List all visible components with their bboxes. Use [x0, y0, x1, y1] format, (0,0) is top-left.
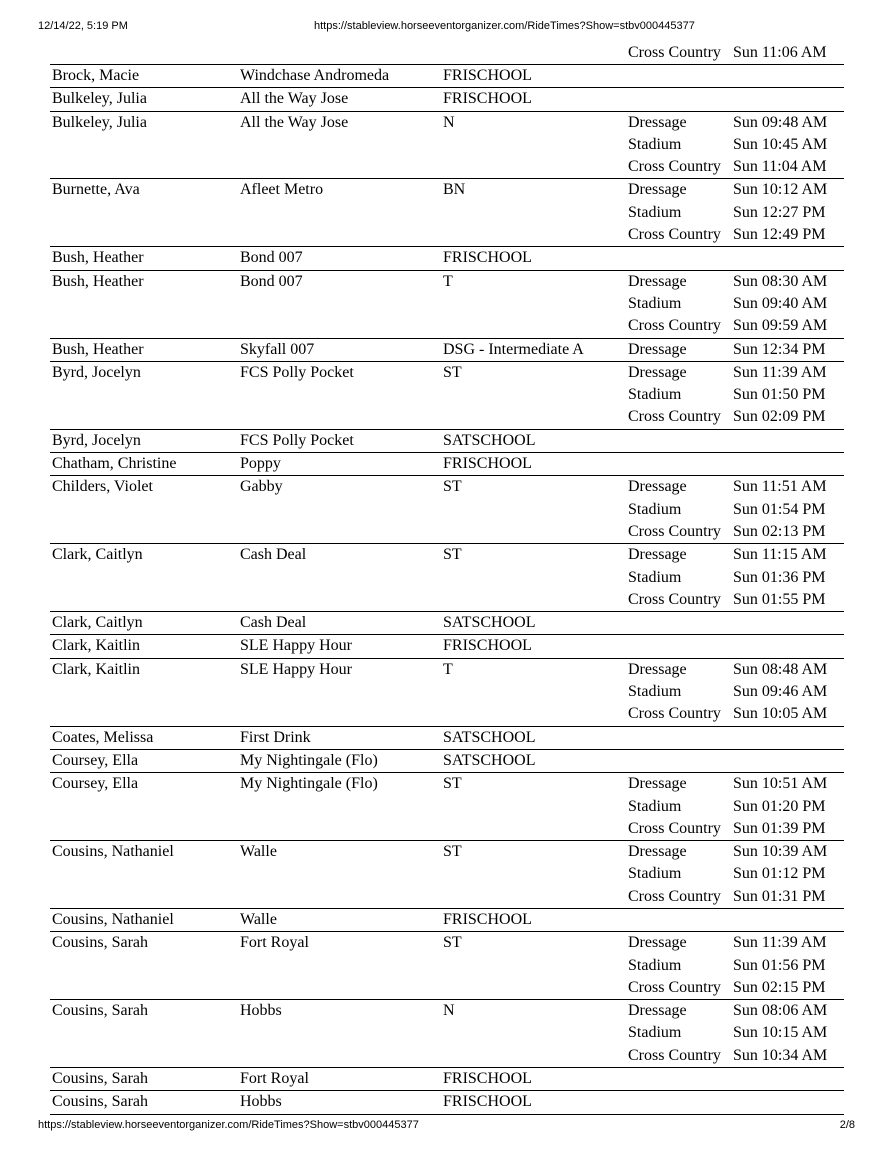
ride-times	[628, 453, 844, 475]
time-entry	[628, 773, 844, 795]
division: FRISCHOOL	[443, 455, 532, 473]
time-entry	[628, 521, 844, 543]
division: ST	[443, 363, 462, 381]
print-header	[0, 20, 893, 40]
ride-times	[628, 430, 844, 452]
event-name: Stadium	[628, 956, 682, 974]
horse-name: My Nightingale (Flo)	[240, 751, 378, 769]
event-name: Stadium	[628, 203, 682, 221]
event-name: Stadium	[628, 568, 682, 586]
time-entry	[628, 863, 844, 885]
time-entry	[628, 134, 844, 156]
ride-times	[628, 1068, 844, 1090]
event-name: Cross Country	[628, 887, 721, 905]
horse-name: Bond 007	[240, 249, 303, 267]
time-entry	[628, 1000, 844, 1022]
division: T	[443, 272, 453, 290]
continued-time-row	[50, 42, 844, 65]
time-entry	[628, 544, 844, 566]
ride-times	[628, 727, 844, 749]
event-time: Sun 10:34 AM	[733, 1046, 828, 1064]
event-name: Stadium	[628, 135, 682, 153]
table-row	[50, 271, 844, 339]
event-time: Sun 09:59 AM	[733, 317, 828, 335]
event-name: Cross Country	[628, 819, 721, 837]
time-entry	[628, 589, 844, 611]
ride-times	[628, 750, 844, 772]
event-time: Sun 02:09 PM	[733, 408, 826, 426]
time-entry	[628, 406, 844, 428]
event-time: Sun 01:20 PM	[733, 797, 826, 815]
event-time: Sun 11:39 AM	[733, 363, 827, 381]
event-time: Sun 10:39 AM	[733, 843, 828, 861]
ride-times	[628, 612, 844, 634]
event-time: Sun 01:54 PM	[733, 500, 826, 518]
time-entry	[628, 955, 844, 977]
ride-times	[628, 659, 844, 726]
event-name: Dressage	[628, 113, 687, 131]
event-name: Dressage	[628, 1002, 687, 1020]
event-name: Dressage	[628, 181, 687, 199]
event-name: Dressage	[628, 546, 687, 564]
time-entry	[628, 271, 844, 293]
event-time: Sun 10:45 AM	[733, 135, 828, 153]
rider-name: Bush, Heather	[52, 272, 144, 290]
rider-name: Cousins, Sarah	[52, 1093, 148, 1111]
time-entry	[628, 179, 844, 201]
ride-times	[628, 1091, 844, 1113]
table-row	[50, 362, 844, 430]
event-name: Dressage	[628, 934, 687, 952]
ride-times	[628, 271, 844, 338]
division: ST	[443, 843, 462, 861]
horse-name: Fort Royal	[240, 1070, 309, 1088]
table-row	[50, 841, 844, 909]
time-entry	[628, 476, 844, 498]
table-row	[50, 1000, 844, 1068]
event-time: Sun 08:30 AM	[733, 272, 828, 290]
horse-name: FCS Polly Pocket	[240, 363, 354, 381]
print-footer	[0, 1119, 893, 1139]
event-name: Cross Country	[628, 408, 721, 426]
rider-name: Byrd, Jocelyn	[52, 363, 141, 381]
table-rows	[50, 65, 844, 1115]
event-time: Sun 11:04 AM	[733, 158, 827, 176]
rider-name: Chatham, Christine	[52, 455, 177, 473]
ride-times	[628, 88, 844, 110]
event-time: Sun 12:34 PM	[733, 340, 826, 358]
event-name: Cross Country	[628, 317, 721, 335]
rider-name: Clark, Caitlyn	[52, 546, 143, 564]
time-entry	[628, 886, 844, 908]
horse-name: SLE Happy Hour	[240, 637, 352, 655]
event-time: Sun 09:48 AM	[733, 113, 828, 131]
table-row	[50, 1068, 844, 1091]
division: SATSCHOOL	[443, 431, 536, 449]
event-time: Sun 01:56 PM	[733, 956, 826, 974]
division: FRISCHOOL	[443, 910, 532, 928]
rider-name: Cousins, Sarah	[52, 934, 148, 952]
division: N	[443, 1002, 455, 1020]
rider-name: Clark, Caitlyn	[52, 614, 143, 632]
time-entry	[628, 293, 844, 315]
time-entry	[628, 977, 844, 999]
time-entry	[628, 1045, 844, 1067]
table-row	[50, 247, 844, 270]
table-row	[50, 88, 844, 111]
ride-times	[628, 179, 844, 246]
horse-name: First Drink	[240, 728, 311, 746]
table-row	[50, 544, 844, 612]
horse-name: Hobbs	[240, 1002, 282, 1020]
horse-name: Skyfall 007	[240, 340, 315, 358]
event-name: Dressage	[628, 660, 687, 678]
horse-name: Walle	[240, 843, 277, 861]
table-row	[50, 339, 844, 362]
event-time: Sun 01:31 PM	[733, 887, 826, 905]
rider-name: Childers, Violet	[52, 478, 153, 496]
table-row	[50, 112, 844, 180]
rider-name: Coates, Melissa	[52, 728, 154, 746]
rider-name: Clark, Kaitlin	[52, 637, 140, 655]
ride-times	[628, 544, 844, 611]
time-entry	[628, 224, 844, 246]
time-entry	[628, 499, 844, 521]
ride-times	[628, 1000, 844, 1067]
division: SATSCHOOL	[443, 728, 536, 746]
time-entry	[628, 703, 844, 725]
horse-name: Gabby	[240, 478, 283, 496]
horse-name: Cash Deal	[240, 614, 307, 632]
rider-name: Bulkeley, Julia	[52, 90, 147, 108]
table-row	[50, 750, 844, 773]
event-time: Sun 10:05 AM	[733, 705, 828, 723]
event-name: Dressage	[628, 272, 687, 290]
event-time: Sun 10:15 AM	[733, 1024, 828, 1042]
time-entry	[628, 339, 844, 361]
horse-name: SLE Happy Hour	[240, 660, 352, 678]
division: ST	[443, 934, 462, 952]
event-time: Sun 02:15 PM	[733, 978, 826, 996]
division: SATSCHOOL	[443, 614, 536, 632]
event-name: Dressage	[628, 363, 687, 381]
rider-name: Cousins, Nathaniel	[52, 910, 174, 928]
ride-times	[628, 339, 844, 361]
table-row	[50, 773, 844, 841]
event-time: Sun 12:27 PM	[733, 203, 826, 221]
time-entry	[628, 112, 844, 134]
event-time: Sun 09:40 AM	[733, 294, 828, 312]
ride-times	[628, 841, 844, 908]
event-name: Cross Country	[628, 158, 721, 176]
event-time: Sun 01:50 PM	[733, 386, 826, 404]
event-time: Sun 11:39 AM	[733, 934, 827, 952]
table-row	[50, 476, 844, 544]
time-entry	[628, 1022, 844, 1044]
division: N	[443, 113, 455, 131]
event-name: Stadium	[628, 797, 682, 815]
time-entry	[628, 796, 844, 818]
division: BN	[443, 181, 466, 199]
time-entry	[628, 659, 844, 681]
rider-name: Coursey, Ella	[52, 775, 139, 793]
horse-name: Walle	[240, 910, 277, 928]
event-time: Sun 12:49 PM	[733, 226, 826, 244]
event-name: Stadium	[628, 683, 682, 701]
horse-name: Bond 007	[240, 272, 303, 290]
event-name: Stadium	[628, 865, 682, 883]
table-row	[50, 1091, 844, 1114]
table-row	[50, 179, 844, 247]
event-time: Sun 09:46 AM	[733, 683, 828, 701]
event-time: Sun 02:13 PM	[733, 522, 826, 540]
division: FRISCHOOL	[443, 637, 532, 655]
event-time: Sun 08:48 AM	[733, 660, 828, 678]
horse-name: Cash Deal	[240, 546, 307, 564]
rider-name: Coursey, Ella	[52, 751, 139, 769]
division: FRISCHOOL	[443, 67, 532, 84]
ride-times	[628, 773, 844, 840]
horse-name: Windchase Andromeda	[240, 67, 390, 84]
table-row	[50, 65, 844, 88]
time-entry	[628, 932, 844, 954]
table-row	[50, 635, 844, 658]
table-row	[50, 659, 844, 727]
time-entry	[628, 202, 844, 224]
rider-name: Cousins, Nathaniel	[52, 843, 174, 861]
horse-name: All the Way Jose	[240, 90, 349, 108]
horse-name: Hobbs	[240, 1093, 282, 1111]
print-header-url[interactable]: https://stableview.horseeventorganizer.com/RideTimes?Show=stbv000445377	[314, 20, 695, 32]
event-name: Cross Country	[628, 978, 721, 996]
time-entry	[628, 841, 844, 863]
table-row	[50, 430, 844, 453]
horse-name: FCS Polly Pocket	[240, 431, 354, 449]
time-entry	[628, 818, 844, 840]
event-time: Sun 01:55 PM	[733, 590, 826, 608]
event-time: Sun 10:12 AM	[733, 181, 828, 199]
ride-times	[628, 65, 844, 87]
event-name: Cross Country	[628, 590, 721, 608]
ride-times	[628, 362, 844, 429]
ride-times-table	[50, 42, 844, 1115]
time-entry	[628, 315, 844, 337]
ride-times	[628, 932, 844, 999]
time-entry	[628, 567, 844, 589]
ride-times	[628, 112, 844, 179]
rider-name: Bush, Heather	[52, 340, 144, 358]
event-name: Dressage	[628, 843, 687, 861]
event-time: Sun 01:39 PM	[733, 819, 826, 837]
table-row	[50, 453, 844, 476]
rider-name: Cousins, Sarah	[52, 1002, 148, 1020]
table-row	[50, 612, 844, 635]
time-entry	[628, 681, 844, 703]
time-entry	[628, 362, 844, 384]
event-time: Sun 11:51 AM	[733, 478, 827, 496]
event-name: Dressage	[628, 340, 687, 358]
ride-times	[628, 247, 844, 269]
event-name: Stadium	[628, 294, 682, 312]
rider-name: Byrd, Jocelyn	[52, 431, 141, 449]
table-row	[50, 909, 844, 932]
division: ST	[443, 478, 462, 496]
horse-name: My Nightingale (Flo)	[240, 775, 378, 793]
event-time: Sun 01:36 PM	[733, 568, 826, 586]
division: FRISCHOOL	[443, 90, 532, 108]
time-entry	[628, 384, 844, 406]
time-entry	[628, 156, 844, 178]
event-name: Stadium	[628, 386, 682, 404]
page-number: 2/8	[839, 1119, 855, 1131]
event-name: Cross Country	[628, 226, 721, 244]
horse-name: All the Way Jose	[240, 113, 349, 131]
rider-name: Burnette, Ava	[52, 181, 140, 199]
division: ST	[443, 775, 462, 793]
event-time: Sun 08:06 AM	[733, 1002, 828, 1020]
ride-times	[628, 476, 844, 543]
division: FRISCHOOL	[443, 1093, 532, 1111]
table-row	[50, 932, 844, 1000]
event-name: Dressage	[628, 478, 687, 496]
event-name: Stadium	[628, 500, 682, 518]
continued-time: Sun 11:06 AM	[733, 44, 827, 61]
division: SATSCHOOL	[443, 751, 536, 769]
event-name: Cross Country	[628, 522, 721, 540]
division: FRISCHOOL	[443, 1070, 532, 1088]
rider-name: Bulkeley, Julia	[52, 113, 147, 131]
division: DSG - Intermediate A	[443, 340, 584, 358]
event-name: Dressage	[628, 775, 687, 793]
division: ST	[443, 546, 462, 564]
horse-name: Poppy	[240, 455, 281, 473]
rider-name: Cousins, Sarah	[52, 1070, 148, 1088]
division: T	[443, 660, 453, 678]
event-name: Cross Country	[628, 705, 721, 723]
continued-event: Cross Country	[628, 44, 721, 61]
event-name: Stadium	[628, 1024, 682, 1042]
event-time: Sun 01:12 PM	[733, 865, 826, 883]
ride-times	[628, 909, 844, 931]
event-time: Sun 11:15 AM	[733, 546, 827, 564]
rider-name: Bush, Heather	[52, 249, 144, 267]
table-row	[50, 727, 844, 750]
horse-name: Fort Royal	[240, 934, 309, 952]
rider-name: Brock, Macie	[52, 67, 140, 84]
division: FRISCHOOL	[443, 249, 532, 267]
ride-times	[628, 635, 844, 657]
event-time: Sun 10:51 AM	[733, 775, 828, 793]
print-footer-url[interactable]: https://stableview.horseeventorganizer.com/RideTimes?Show=stbv000445377	[38, 1119, 419, 1131]
event-name: Cross Country	[628, 1046, 721, 1064]
rider-name: Clark, Kaitlin	[52, 660, 140, 678]
print-datetime: 12/14/22, 5:19 PM	[38, 20, 128, 32]
horse-name: Afleet Metro	[240, 181, 324, 199]
